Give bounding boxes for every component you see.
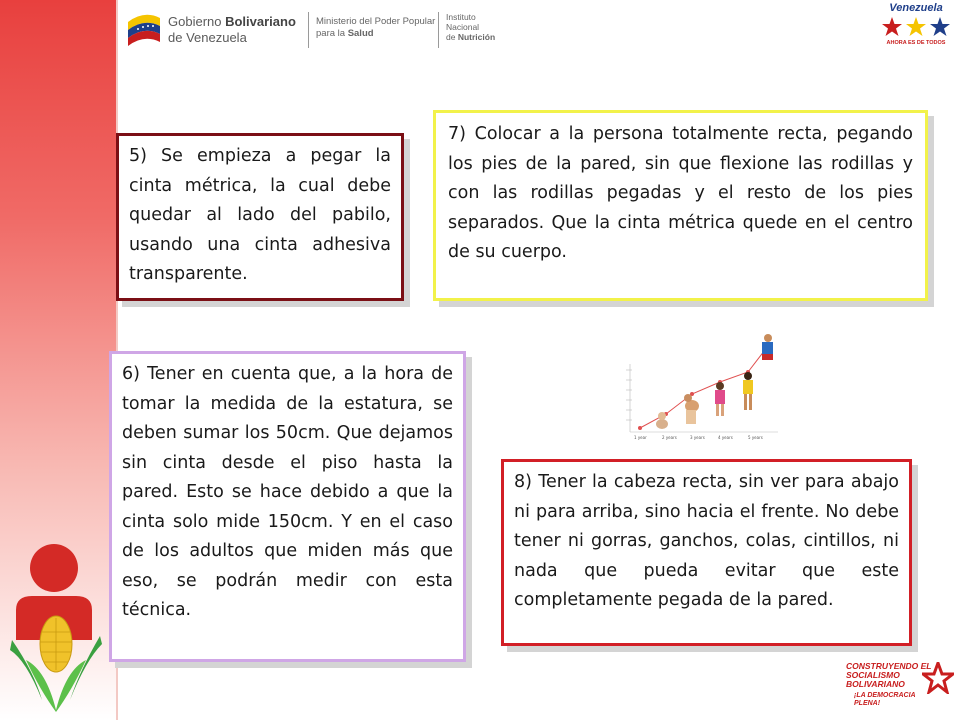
institute-name: Instituto Nacional de Nutrición: [446, 12, 496, 42]
step-5-text: 5) Se empieza a pegar la cinta métrica, la cual debe quedar al lado del pabilo, usando una cinta adhesiva transparente.: [129, 146, 391, 284]
step-6-text: 6) Tener en cuenta que, a la hora de tomar la medida de la estatura, se deben sumar los 50cm. Que dejamos sin cinta desde el piso hasta la pared. Esto se hace debido a que la cinta solo mide 150cm. Y en el caso de los adultos que miden más que eso, se podrán medir con esta técnica.: [122, 364, 453, 620]
venezuela-flag-icon: [124, 6, 164, 50]
stars-icon: [882, 15, 950, 39]
header-separator: [438, 12, 439, 48]
step-6-box: [109, 351, 466, 662]
growth-x-label: 2 years: [662, 435, 677, 440]
toddler-figure: [684, 394, 699, 424]
growth-point: [638, 426, 642, 430]
step-8-text: 8) Tener la cabeza recta, sin ver para abajo ni para arriba, sino hacia el frente. No debe tener ni gorras, ganchos, colas, cintillos, ni nada que pueda evitar que este completamente pegada de la pared.: [514, 472, 899, 610]
growth-x-label: 4 years: [718, 435, 733, 440]
campaign-logo: [844, 658, 956, 716]
step-5-box: [116, 133, 404, 301]
step-7-box: [433, 110, 928, 301]
child-figure: [715, 382, 725, 416]
growth-x-label: 1 year: [634, 435, 647, 440]
child-figure: [743, 372, 753, 410]
header: [118, 0, 960, 64]
venezuela-logo-title: Venezuela: [889, 2, 943, 14]
step-8-box: [501, 459, 912, 646]
step-7-text: 7) Colocar a la persona totalmente recta, pegando los pies de la pared, sin que flexione las rodillas y con las rodillas pegadas y el resto de los pies separados. Que la cinta métrica quede en el centro de su cuerpo.: [448, 124, 913, 262]
venezuela-logo: [876, 2, 956, 52]
header-separator: [308, 12, 309, 48]
venezuela-logo-slogan: AHORA ES DE TODOS: [886, 40, 946, 46]
campaign-tagline: ¡LA DEMOCRACIA PLENA!: [854, 692, 916, 707]
child-figure: [762, 334, 773, 360]
government-name: Gobierno Bolivariano de Venezuela: [168, 14, 296, 45]
growth-x-label: 3 years: [690, 435, 705, 440]
ministry-name: Ministerio del Poder Popular para la Salud: [316, 16, 436, 39]
growth-x-label: 5 years: [748, 435, 763, 440]
child-growth-illustration: [622, 332, 782, 444]
star-icon: [922, 662, 954, 694]
nutrition-mascot-logo: [6, 540, 110, 712]
campaign-slogan: CONSTRUYENDO EL SOCIALISMO BOLIVARIANO: [846, 661, 932, 689]
